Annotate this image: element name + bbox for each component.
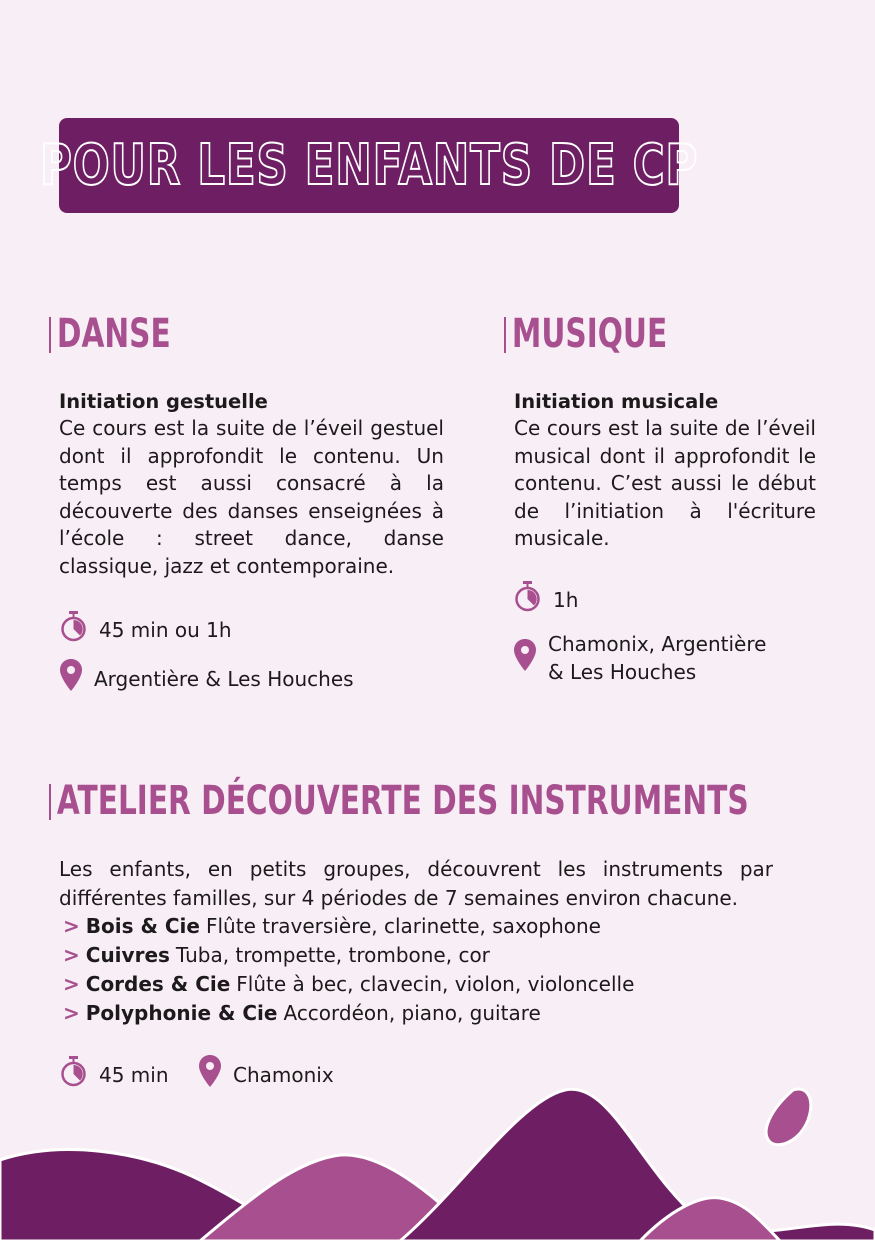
family-name: Cuivres — [85, 943, 170, 967]
list-marker: > — [63, 972, 80, 996]
danse-heading: DANSE — [56, 311, 171, 357]
location-pin-icon — [513, 638, 537, 679]
list-marker: > — [63, 943, 80, 967]
danse-duration — [59, 610, 232, 649]
musique-location — [513, 630, 766, 686]
musique-duration-text: 1h — [553, 587, 579, 612]
danse-subtitle: Initiation gestuelle — [59, 390, 268, 413]
musique-section — [514, 388, 816, 553]
list-marker: > — [63, 1001, 80, 1025]
family-name: Polyphonie & Cie — [85, 1001, 278, 1025]
mountains-decoration — [0, 1080, 875, 1241]
atelier-location-text: Chamonix — [233, 1062, 334, 1087]
stopwatch-icon — [513, 580, 543, 619]
musique-description: Ce cours est la suite de l’éveil musical dont il approfondit le contenu. C’est aussi le début de l’initiation à l'écriture musicale. — [514, 416, 816, 550]
musique-heading: MUSIQUE — [511, 311, 668, 357]
drop-shape — [766, 1089, 811, 1145]
list-item — [63, 941, 634, 970]
family-name: Cordes & Cie — [85, 972, 231, 996]
musique-subtitle: Initiation musicale — [514, 390, 719, 413]
list-item — [63, 912, 634, 941]
musique-duration — [513, 580, 578, 619]
stopwatch-icon — [59, 610, 89, 649]
danse-duration-text: 45 min ou 1h — [99, 617, 232, 642]
danse-location-text: Argentière & Les Houches — [94, 666, 354, 691]
family-instruments: Flûte à bec, clavecin, violon, violoncelle — [236, 972, 635, 996]
atelier-duration-text: 45 min — [99, 1062, 169, 1087]
family-name: Bois & Cie — [85, 914, 200, 938]
musique-location-line1: Chamonix, Argentière — [548, 632, 767, 656]
family-instruments: Flûte traversière, clarinette, saxophone — [205, 914, 601, 938]
family-instruments: Accordéon, piano, guitare — [283, 1001, 541, 1025]
atelier-heading: ATELIER DÉCOUVERTE DES INSTRUMENTS — [56, 778, 749, 824]
danse-section — [59, 388, 444, 580]
page-banner — [39, 118, 699, 213]
musique-location-line2: & Les Houches — [548, 660, 697, 684]
danse-location — [59, 658, 354, 699]
instrument-families-list — [63, 912, 634, 1028]
list-marker: > — [63, 914, 80, 938]
list-item — [63, 999, 634, 1028]
location-pin-icon — [59, 658, 83, 699]
atelier-intro: Les enfants, en petits groupes, découvrent les instruments par différentes familles, sur 4 périodes de 7 semaines environ chacune. — [59, 857, 773, 910]
page-title: POUR LES ENFANTS DE CP — [39, 133, 699, 198]
list-item — [63, 970, 634, 999]
family-instruments: Tuba, trompette, trombone, cor — [175, 943, 490, 967]
danse-description: Ce cours est la suite de l’éveil gestuel dont il approfondit le contenu. Un temps est aussi consacré à la découverte des danses enseignées à l’école : street dance, danse classique, jazz et contemporaine. — [59, 416, 444, 578]
